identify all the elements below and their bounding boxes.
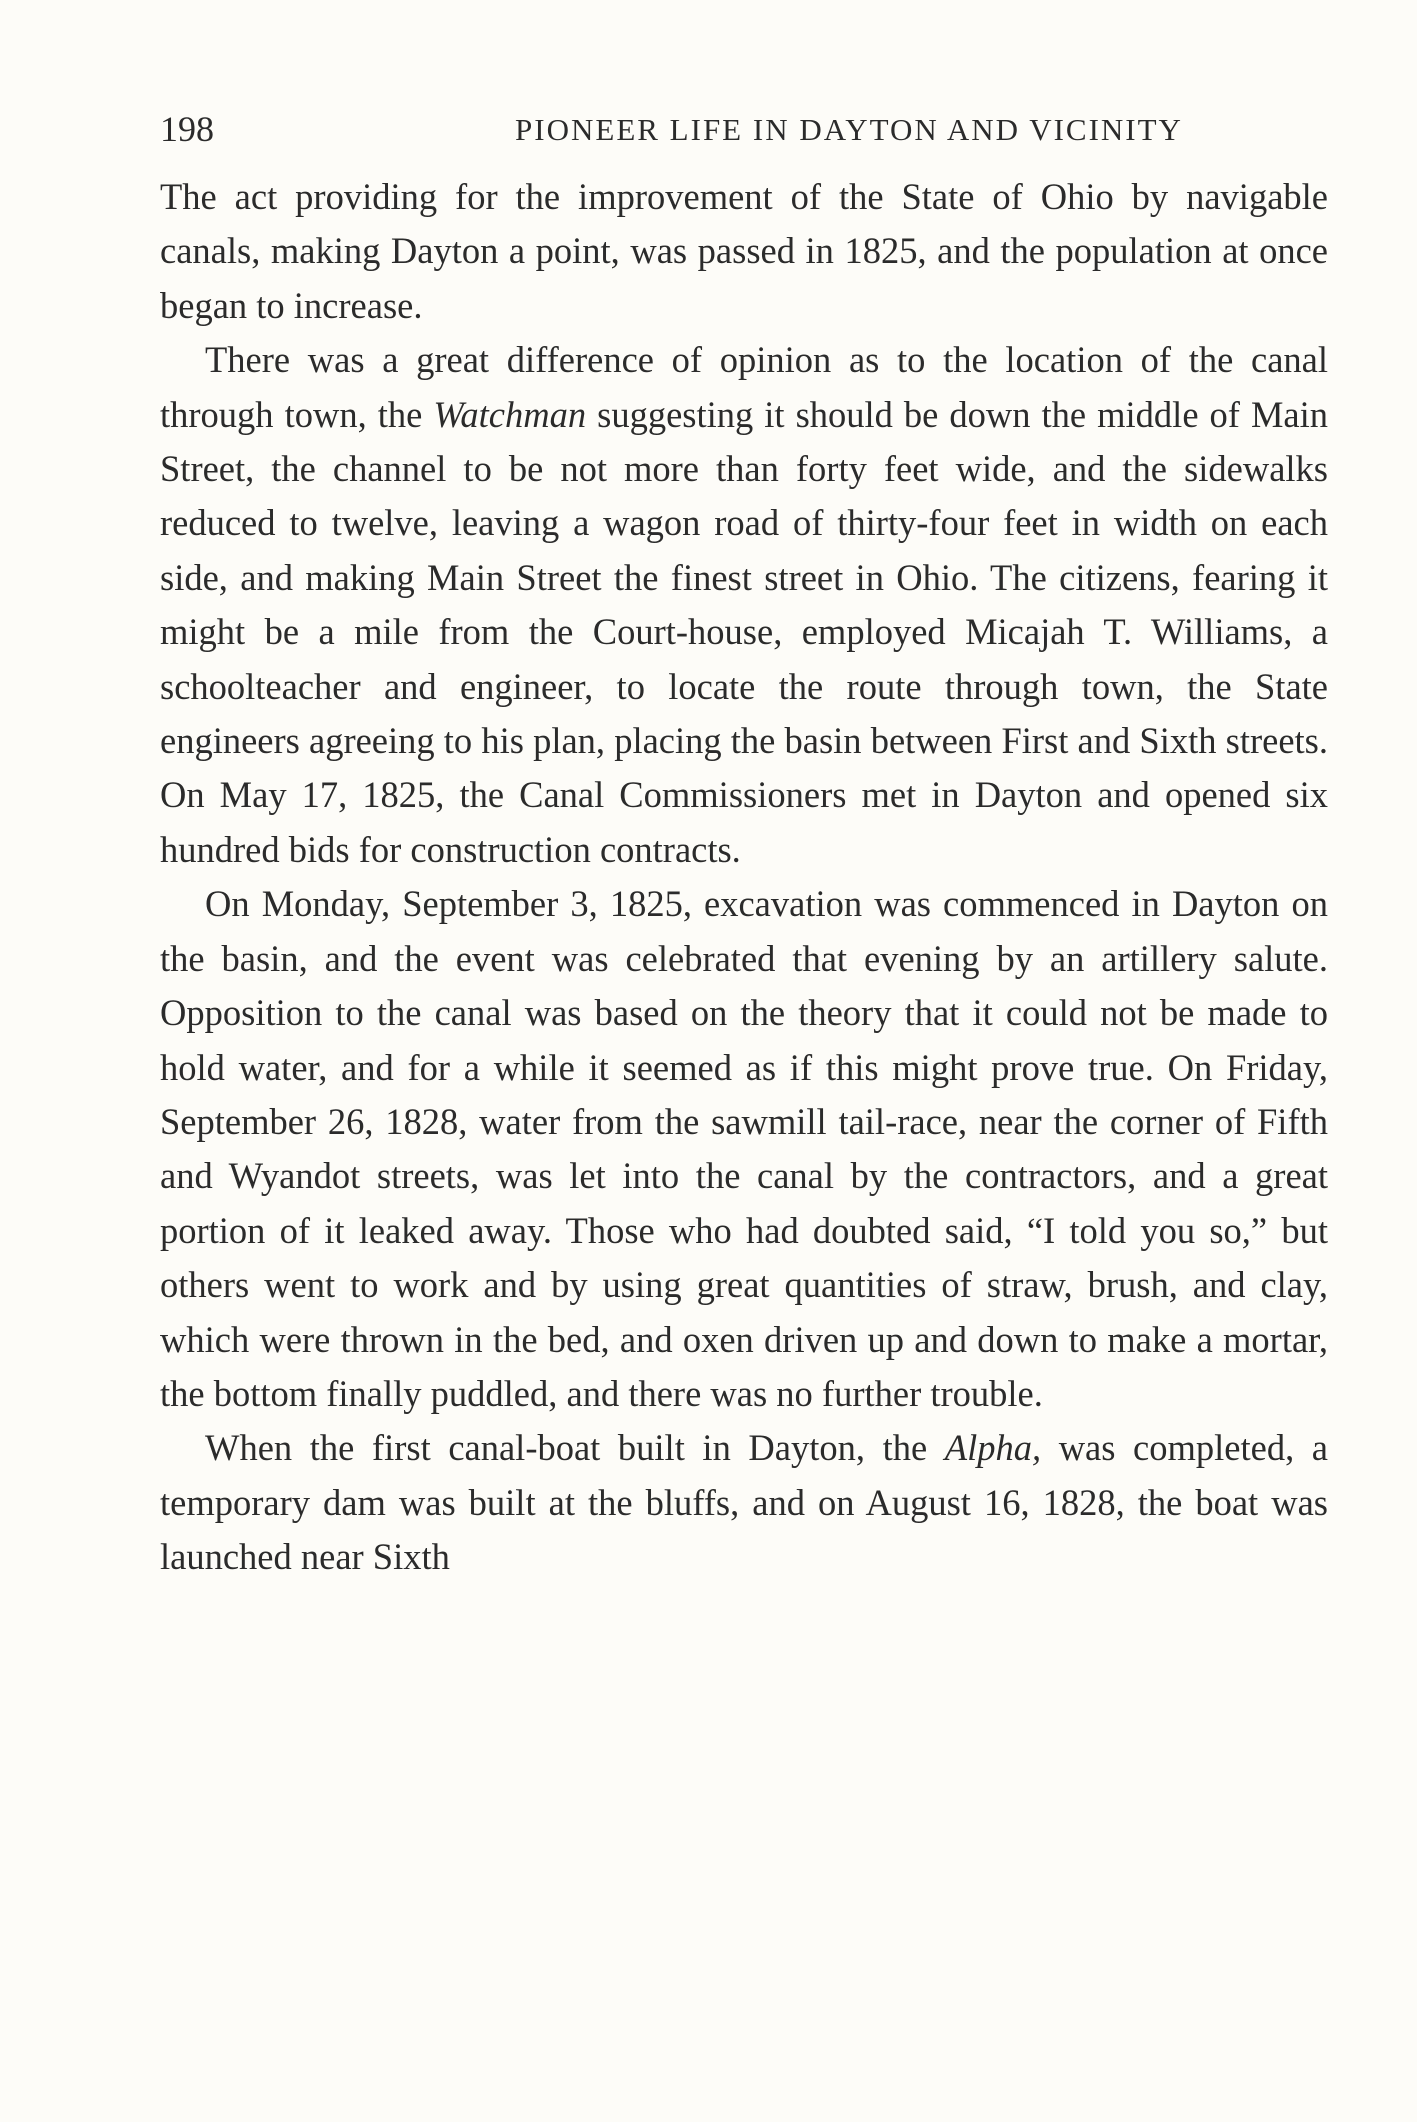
paragraph-text: When the first canal-boat built in Dayton, the [205, 1427, 945, 1469]
paragraph-text: suggesting it should be down the middle of Main Street, the channel to be not more than forty feet wide, and the sidewalks reduced to twelve, leaving a wagon road of thirty-four feet in width on each side, and making Main Street the finest street in Ohio. The citizens, fearing it might be a mile from the Court-house, employed Micajah T. Williams, a schoolteacher and engineer, to locate the route through town, the State engineers agreeing to his plan, placing the basin between First and Sixth streets. On May 17, 1825, the Canal Commissioners met in Dayton and opened six hundred bids for construction contracts. [160, 393, 1328, 870]
paragraph-excavation: On Monday, September 3, 1825, excavation was commenced in Dayton on the basin, and the event was celebrated that evening by an artillery salute. Opposition to the canal was based on the theory that it could not be made to hold water, and for a while it seemed as if this might prove true. On Friday, September 26, 1828, water from the sawmill tail-race, near the corner of Fifth and Wyandot streets, was let into the canal by the contractors, and a great portion of it leaked away. Those who had doubted said, “I told you so,” but others went to work and by using great quantities of straw, brush, and clay, which were thrown in the bed, and oxen driven up and down to make a mortar, the bottom finally puddled, and there was no further trouble. [160, 883, 1328, 1414]
paragraph-canal-location [160, 333, 1328, 877]
paragraph-text: There was a great difference of opinion as to the location of the canal through town, the [160, 339, 1328, 435]
running-head: PIONEER LIFE IN DAYTON AND VICINITY [515, 112, 1183, 147]
page-header [160, 100, 1328, 156]
paragraph-first-canal-boat [160, 1421, 1328, 1584]
boat-name: Alpha, [944, 1427, 1042, 1469]
body-text [160, 170, 1328, 1585]
paragraph-text: was completed, a temporary dam was built at the bluffs, and on August 16, 1828, the boat was launched near Sixth [160, 1427, 1328, 1578]
paragraph-canal-act: The act providing for the improvement of the State of Ohio by navigable canals, making Dayton a point, was passed in 1825, and the population at once began to increase. [160, 176, 1328, 326]
book-page [160, 100, 1328, 1585]
page-number: 198 [160, 109, 214, 149]
newspaper-title: Watchman [433, 393, 587, 435]
